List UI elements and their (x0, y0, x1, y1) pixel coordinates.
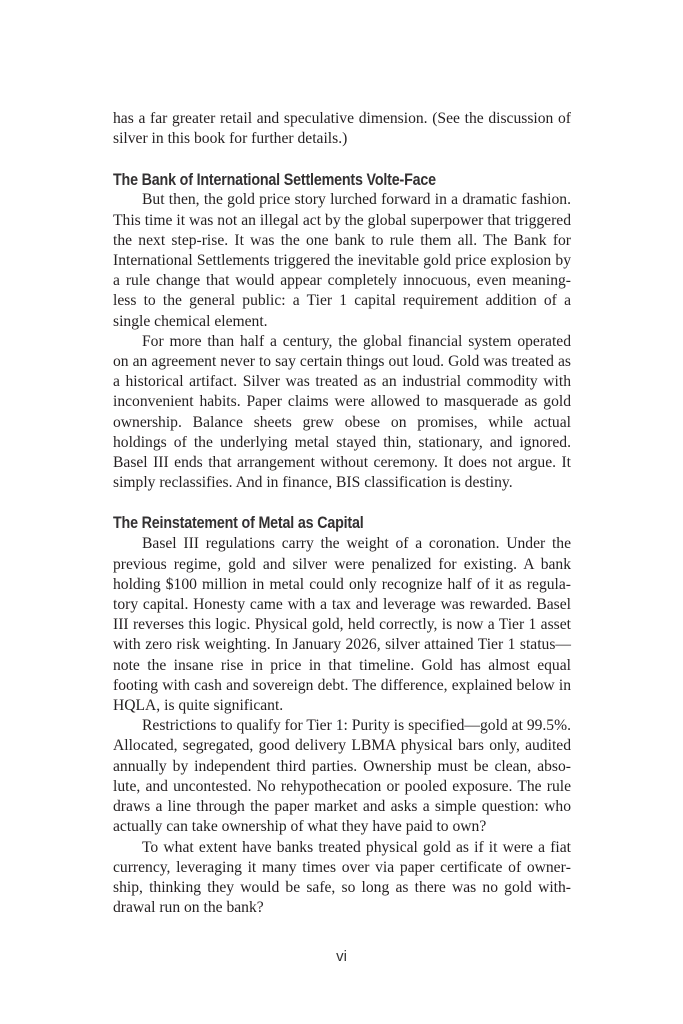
page-number: vi (336, 948, 347, 965)
paragraph: To what extent have banks treated physical gold as if it were a fiat currency, leveraging it many times over via paper certificate of ownership, thinking they would be safe, so long as there was no gold withdrawal run on the bank? (113, 838, 571, 917)
paragraph: For more than half a century, the global financial system operated on an agreement never to say certain things out loud. Gold was treated as a historical artifact. Silver was treated as an industrial commodity with inconvenient habits. Paper claims were allowed to masquerade as gold ownership. Balance sheets grew obese on promises, while actual holdings of the underlying metal stayed thin, stationary, and ignored. Basel III ends that arrangement without ceremony. It does not argue. It simply reclassifies. And in finance, BIS classification is destiny. (113, 332, 571, 492)
page-body (113, 109, 571, 918)
section-heading-metal-as-capital: The Reinstatement of Metal as Capital (113, 513, 364, 533)
section-heading-bis-volte-face: The Bank of International Settlements Volte-Face (113, 170, 436, 190)
intro-paragraph: has a far greater retail and speculative dimension. (See the discussion of silver in this book for further details.) (113, 110, 571, 148)
paragraph: Restrictions to qualify for Tier 1: Purity is specified—gold at 99.5%. Allocated, segregated, good delivery LBMA physical bars only, audited annually by independent third parties. Ownership must be clean, absolute, and uncontested. No rehypothecation or pooled exposure. The rule draws a line through the paper market and asks a simple question: who actually can take ownership of what they have paid to own? (113, 717, 571, 836)
paragraph: But then, the gold price story lurched forward in a dramatic fashion. This time it was not an illegal act by the global superpower that triggered the next step-rise. It was the one bank to rule them all. The Bank for International Settlements triggered the inevitable gold price explosion by a rule change that would appear completely innocuous, even meaningless to the general public: a Tier 1 capital requirement addition of a single chemical element. (113, 191, 571, 330)
paragraph: Basel III regulations carry the weight of a coronation. Under the previous regime, gold and silver were penalized for existing. A bank holding $100 million in metal could only recognize half of it as regulatory capital. Honesty came with a tax and leverage was rewarded. Basel III reverses this logic. Physical gold, held correctly, is now a Tier 1 asset with zero risk weighting. In January 2026, silver attained Tier 1 status—note the insane rise in price in that timeline. Gold has almost equal footing with cash and sovereign debt. The difference, explained below in HQLA, is quite significant. (113, 535, 571, 715)
